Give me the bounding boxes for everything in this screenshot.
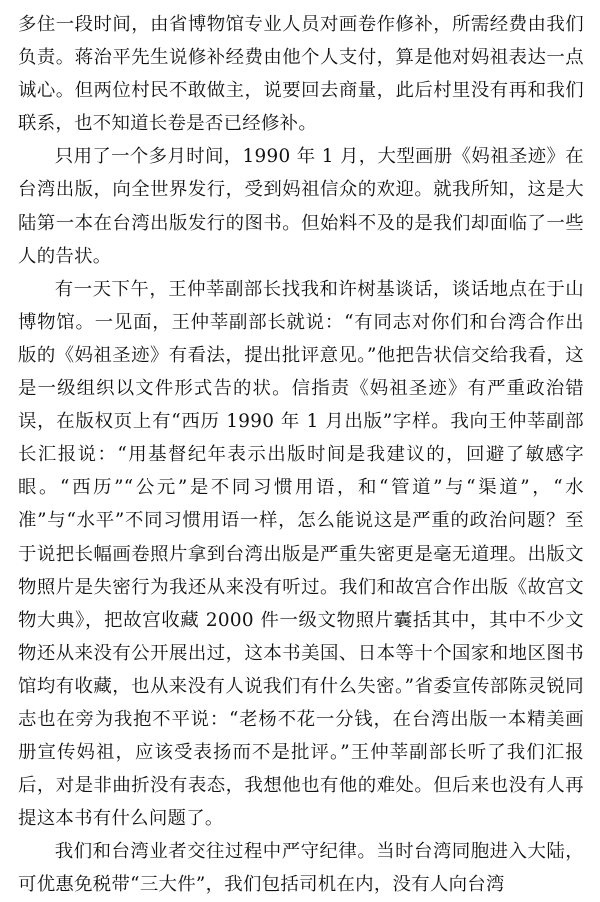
paragraph-1: 多住一段时间，由省博物馆专业人员对画卷作修补，所需经费由我们负责。蒋治平先生说修补经费由他个人支付，算是他对妈祖表达一点诚心。但两位村民不敢做主，说要回去商量，此后村里没有再和我们联系，也不知道长卷是否已经修补。 — [18, 14, 584, 135]
paragraph-2: 只用了一个多月时间，1990 年 1 月，大型画册《妈祖圣迹》在台湾出版，向全世界发行，受到妈祖信众的欢迎。就我所知，这是大陆第一本在台湾出版发行的图书。但始料不及的是我们却面临了一些人的告状。 — [18, 146, 584, 267]
paragraph-4: 我们和台湾业者交往过程中严守纪律。当时台湾同胞进入大陆，可优惠免税带“三大件”，我们包括司机在内，没有人向台湾 — [18, 841, 584, 896]
paragraph-3: 有一天下午，王仲莘副部长找我和许树基谈话，谈话地点在于山博物馆。一见面，王仲莘副部长就说：“有同志对你们和台湾合作出版的《妈祖圣迹》有看法，提出批评意见。”他把告状信交给我看，这是一级组织以文件形式告的状。信指责《妈祖圣迹》有严重政治错误，在版权页上有“西历 1990 年 1 月出版”字样。我向王仲莘副部长汇报说：“用基督纪年表示出版时间是我建议的，回避了敏感字眼。“西历”“公元”是不同习惯用语，和“管道”与“渠道”，“水准”与“水平”不同习惯用语一样，怎么能说这是严重的政治问题？至于说把长幅画卷照片拿到台湾出版是严重失密更是毫无道理。出版文物照片是失密行为我还从来没有听过。我们和故宫合作出版《故宫文物大典》，把故宫收藏 2000 件一级文物照片囊括其中，其中不少文物还从来没有公开展出过，这本书美国、日本等十个国家和地区图书馆均有收藏，也从来没有人说我们有什么失密。”省委宣传部陈灵锐同志也在旁为我抱不平说：“老杨不花一分钱，在台湾出版一本精美画册宣传妈祖，应该受表扬而不是批评。”王仲莘副部长听了我们汇报后，对是非曲折没有表态，我想他也有他的难处。但后来也没有人再提这本书有什么问题了。 — [18, 278, 584, 830]
